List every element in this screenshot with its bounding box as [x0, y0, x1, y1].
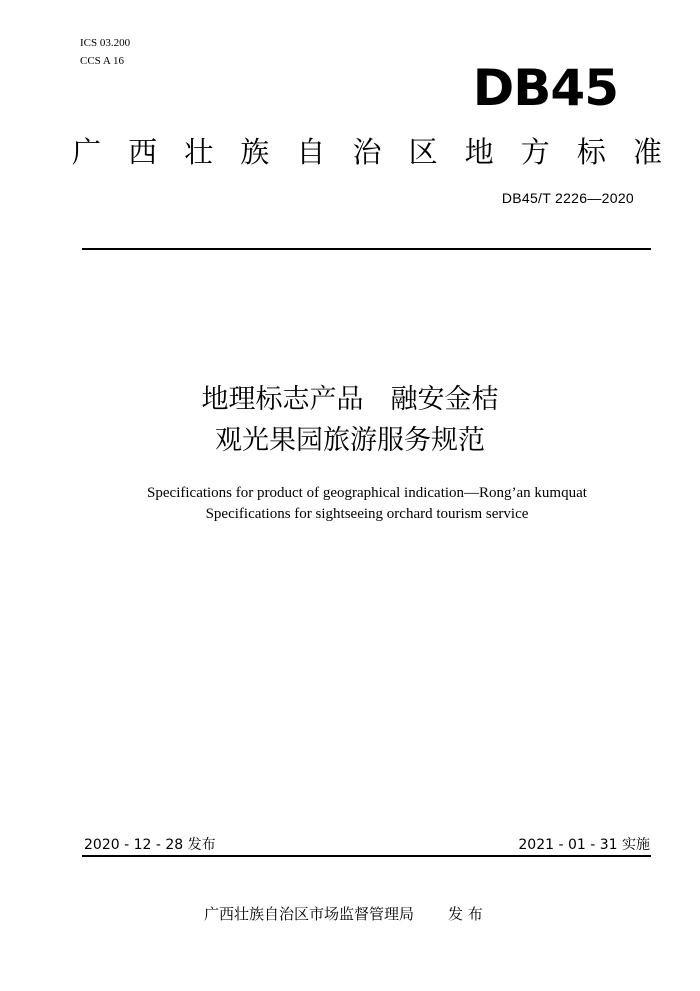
issuer-title-char: 族 [240, 135, 270, 169]
issuer-title-char: 方 [520, 135, 550, 169]
bottom-divider [82, 855, 651, 857]
ics-code: ICS 03.200 [80, 37, 131, 49]
issue-date: 2020 - 12 - 28 发布 [84, 837, 216, 853]
issuer-title-char: 区 [408, 135, 438, 169]
db45-logo: DB45 [472, 59, 618, 117]
ccs-code: CCS A 16 [80, 55, 125, 67]
title-cn-line2: 观光果园旅游服务规范 [215, 425, 485, 456]
issuer-title [72, 130, 662, 174]
title-en-line1: Specifications for product of geographical indication—Rong’an kumquat [147, 485, 587, 501]
issuer-title-char: 西 [128, 135, 158, 169]
standard-number: DB45/T 2226—2020 [501, 190, 634, 206]
top-divider [82, 248, 651, 250]
publisher-name: 广西壮族自治区市场监督管理局 [204, 905, 415, 923]
issuer-title-char: 地 [464, 135, 494, 169]
implementation-date: 2021 - 01 - 31 实施 [518, 837, 650, 853]
title-en-line2: Specifications for sightseeing orchard tourism service [205, 506, 529, 522]
issuer-title-char: 广 [72, 135, 102, 169]
issuer-title-char: 自 [296, 135, 326, 169]
classification-codes [80, 34, 130, 70]
title-cn-line1: 地理标志产品 融安金桔 [201, 384, 499, 415]
publish-action: 发 布 [448, 905, 483, 923]
issuer-title-char: 准 [632, 135, 662, 169]
issuer-title-char: 标 [576, 135, 606, 169]
issuer-title-char: 壮 [184, 135, 214, 169]
issuer-title-char: 治 [352, 135, 382, 169]
publisher-line [204, 903, 483, 924]
